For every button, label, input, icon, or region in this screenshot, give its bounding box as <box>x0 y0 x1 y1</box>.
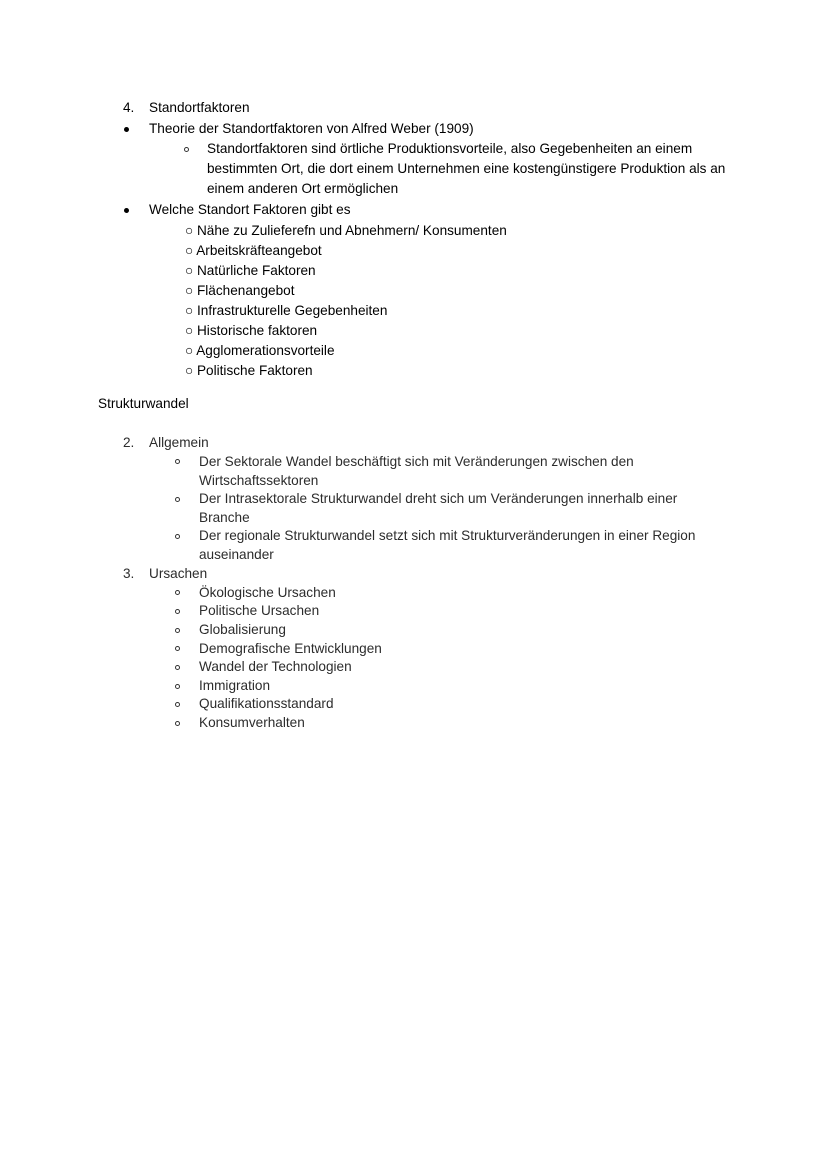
definition-line: bestimmten Ort, die dort einem Unternehmen eine kostengünstigere Produktion als an <box>207 161 726 176</box>
list-number: 4. <box>123 100 135 115</box>
bullet-icon <box>124 127 129 132</box>
factor-item: ○ Politische Faktoren <box>185 363 313 378</box>
general-point-line: Der regionale Strukturwandel setzt sich mit Strukturveränderungen in einer Region <box>199 528 696 543</box>
factor-item: ○ Flächenangebot <box>185 283 295 298</box>
circle-bullet-icon <box>175 628 180 633</box>
definition-line: Standortfaktoren sind örtliche Produktionsvorteile, also Gegebenheiten an einem <box>207 141 693 156</box>
factor-item: ○ Historische faktoren <box>185 323 318 338</box>
circle-bullet-icon <box>175 721 180 726</box>
cause-item: Konsumverhalten <box>199 715 305 730</box>
cause-item: Wandel der Technologien <box>199 659 352 674</box>
circle-bullet-icon <box>175 702 180 707</box>
factor-item: ○ Natürliche Faktoren <box>185 263 316 278</box>
list-number: 2. <box>123 435 135 450</box>
circle-bullet-icon <box>175 665 180 670</box>
list-item-allgemein: Allgemein <box>149 435 209 450</box>
cause-item: Qualifikationsstandard <box>199 696 334 711</box>
factor-item: ○ Agglomerationsvorteile <box>185 343 335 358</box>
circle-bullet-icon <box>175 684 180 689</box>
bullet-theory: Theorie der Standortfaktoren von Alfred Weber (1909) <box>149 121 474 136</box>
general-point-line: Branche <box>199 510 250 525</box>
general-point-line: Wirtschaftssektoren <box>199 473 319 488</box>
cause-item: Globalisierung <box>199 622 286 637</box>
general-point-line: auseinander <box>199 547 274 562</box>
circle-bullet-icon <box>175 646 180 651</box>
cause-item: Immigration <box>199 678 271 693</box>
cause-item: Ökologische Ursachen <box>199 585 336 600</box>
circle-bullet-icon <box>175 590 180 595</box>
bullet-icon <box>124 208 129 213</box>
list-item-standortfaktoren: Standortfaktoren <box>149 100 250 115</box>
circle-bullet-icon <box>175 534 180 539</box>
bullet-factors: Welche Standort Faktoren gibt es <box>149 202 351 217</box>
factor-item: ○ Arbeitskräfteangebot <box>185 243 322 258</box>
circle-bullet-icon <box>175 497 180 502</box>
circle-bullet-icon <box>184 147 189 152</box>
general-point-line: Der Intrasektorale Strukturwandel dreht sich um Veränderungen innerhalb einer <box>199 491 678 506</box>
section-heading: Strukturwandel <box>98 396 189 411</box>
list-item-ursachen: Ursachen <box>149 566 208 581</box>
list-number: 3. <box>123 566 135 581</box>
cause-item: Politische Ursachen <box>199 603 320 618</box>
definition-line: einem anderen Ort ermöglichen <box>207 181 399 196</box>
circle-bullet-icon <box>175 609 180 614</box>
factor-item: ○ Infrastrukturelle Gegebenheiten <box>185 303 388 318</box>
factor-item: ○ Nähe zu Zulieferefn und Abnehmern/ Konsumenten <box>185 223 507 238</box>
cause-item: Demografische Entwicklungen <box>199 641 382 656</box>
circle-bullet-icon <box>175 459 180 464</box>
general-point-line: Der Sektorale Wandel beschäftigt sich mit Veränderungen zwischen den <box>199 454 634 469</box>
